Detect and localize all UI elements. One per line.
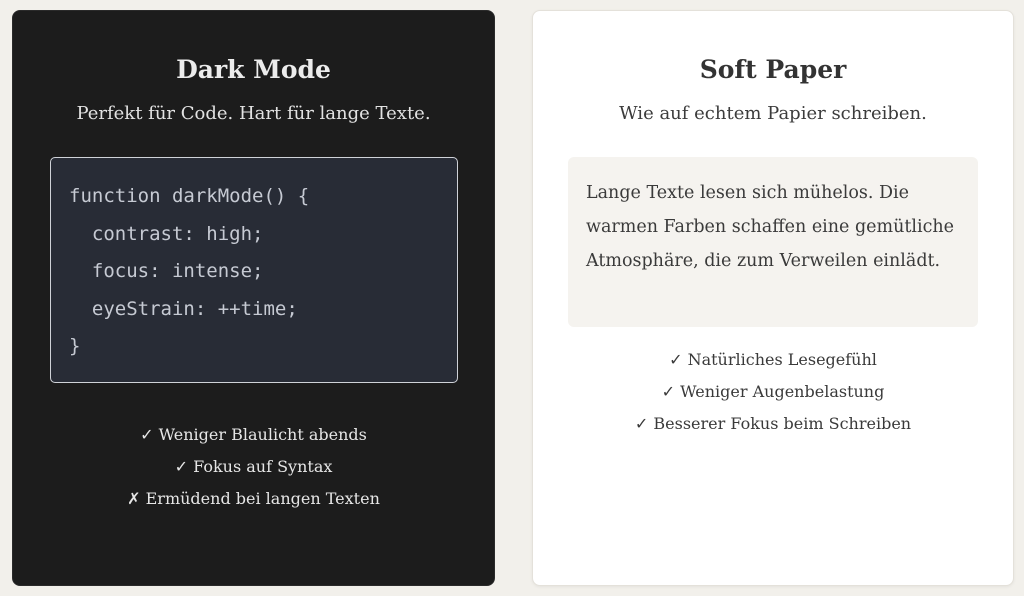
code-line: eyeStrain: ++time; [69,297,298,320]
feature-item: ✗ Ermüdend bei langen Texten [127,489,380,508]
soft-paper-card [532,10,1014,586]
code-line: function darkMode() { [69,185,310,207]
feature-item: ✓ Fokus auf Syntax [174,457,333,476]
dark-mode-subtitle: Perfekt für Code. Hart für lange Texte. [76,103,431,124]
feature-item: ✓ Besserer Fokus beim Schreiben [634,414,912,433]
feature-item: ✓ Weniger Blaulicht abends [140,425,367,444]
code-line: focus: intense; [69,260,264,282]
dark-mode-feature-list [13,419,494,515]
soft-paper-title: Soft Paper [699,55,847,84]
feature-item: ✓ Natürliches Lesegefühl [669,350,877,369]
feature-item: ✓ Weniger Augenbelastung [661,382,885,401]
dark-mode-title: Dark Mode [176,55,331,84]
code-line: contrast: high; [69,222,264,245]
dark-mode-card [12,10,495,586]
code-line: } [69,335,81,357]
soft-paper-subtitle: Wie auf echtem Papier schreiben. [619,103,927,124]
soft-paper-feature-list [533,344,1013,440]
code-sample [50,157,458,383]
paper-text-sample: Lange Texte lesen sich mühelos. Die warmen Farben schaffen eine gemütliche Atmosphäre, die zum Verweilen einlädt. [568,157,978,327]
